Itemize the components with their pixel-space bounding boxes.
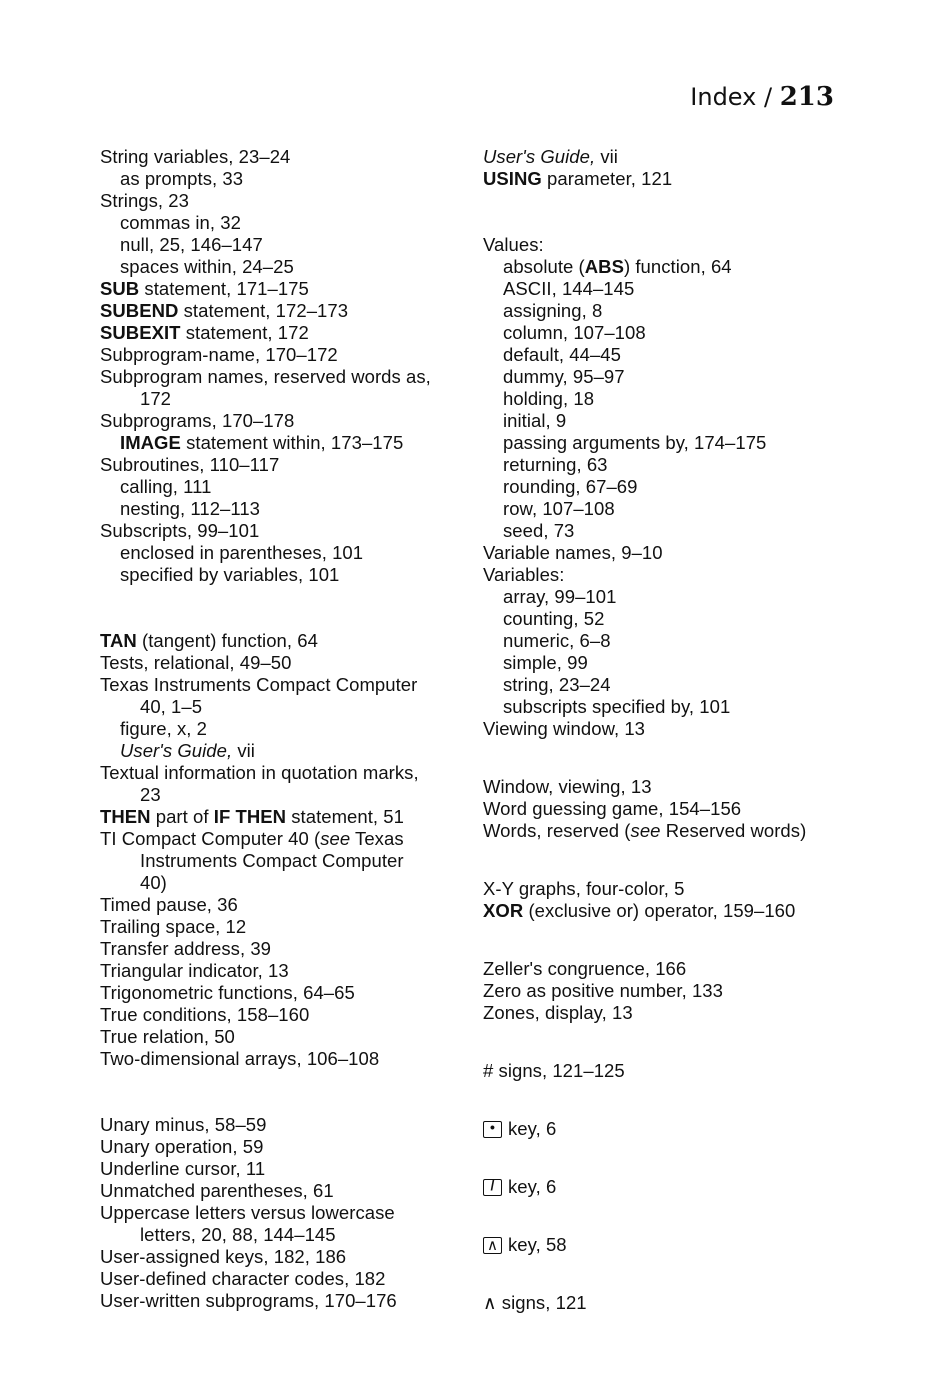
index-subentry <box>100 256 470 278</box>
entry-text: Viewing window, 13 <box>483 718 646 739</box>
index-entry <box>100 806 470 828</box>
page-number: 213 <box>779 82 834 112</box>
entry-text: figure, x, 2 <box>120 718 207 739</box>
entry-text: ) function, 64 <box>623 256 732 277</box>
entry-text: Variable names, 9–10 <box>483 542 663 563</box>
entry-text: Texas <box>350 828 404 849</box>
entry-text: Trigonometric functions, 64–65 <box>100 982 355 1003</box>
index-subentry <box>483 674 883 696</box>
index-subentry <box>483 388 883 410</box>
index-entry <box>100 938 470 960</box>
index-entry <box>100 1158 470 1180</box>
index-subentry <box>483 498 883 520</box>
entry-text: null, 25, 146–147 <box>120 234 263 255</box>
index-subentry <box>483 608 883 630</box>
see-reference: see <box>630 820 661 841</box>
italic-term: User's Guide, <box>120 740 233 761</box>
entry-text: rounding, 67–69 <box>503 476 638 497</box>
entry-text: Unmatched parentheses, 61 <box>100 1180 334 1201</box>
index-entry <box>483 980 883 1002</box>
keyword: THEN <box>100 806 151 827</box>
entry-text: vii <box>232 740 255 761</box>
index-entry <box>483 1176 883 1198</box>
entry-text: TI Compact Computer 40 ( <box>100 828 321 849</box>
keyword: ABS <box>584 256 624 277</box>
index-entry <box>100 1004 470 1026</box>
entry-text: passing arguments by, 174–175 <box>503 432 767 453</box>
entry-text: nesting, 112–113 <box>120 498 261 519</box>
index-entry <box>100 960 470 982</box>
entry-text: parameter, 121 <box>541 168 673 189</box>
entry-text: Uppercase letters versus lowercase <box>100 1202 395 1223</box>
header-section: Index / <box>690 83 773 111</box>
entry-text: array, 99–101 <box>503 586 617 607</box>
key-glyph: • <box>490 1119 495 1135</box>
index-subentry <box>483 520 883 542</box>
entry-text: Texas Instruments Compact Computer <box>100 674 418 695</box>
index-entry <box>483 564 883 586</box>
index-entry <box>483 1234 883 1256</box>
entry-text: ASCII, 144–145 <box>503 278 635 299</box>
index-entry-continuation <box>100 784 470 806</box>
entry-text: as prompts, 33 <box>120 168 244 189</box>
entry-text: Subroutines, 110–117 <box>100 454 280 475</box>
index-entry <box>100 916 470 938</box>
entry-text: Trailing space, 12 <box>100 916 247 937</box>
index-entry <box>483 798 883 820</box>
keyword: IF THEN <box>213 806 287 827</box>
entry-text: column, 107–108 <box>503 322 646 343</box>
spacer <box>483 1256 883 1292</box>
entry-text: Variables: <box>483 564 565 585</box>
index-entry-continuation <box>100 872 470 894</box>
entry-text: User-defined character codes, 182 <box>100 1268 386 1289</box>
index-subentry <box>100 212 470 234</box>
entry-text: statement, 172–173 <box>178 300 349 321</box>
index-entry <box>483 1292 883 1314</box>
entry-text: Strings, 23 <box>100 190 189 211</box>
entry-text: vii <box>595 146 618 167</box>
spacer <box>100 1070 470 1114</box>
entry-text: # signs, 121–125 <box>483 1060 625 1081</box>
entry-text: 40, 1–5 <box>140 696 203 717</box>
index-entry <box>483 820 883 842</box>
entry-text: part of <box>150 806 214 827</box>
index-entry <box>100 322 470 344</box>
entry-text: returning, 63 <box>503 454 608 475</box>
index-subentry <box>483 454 883 476</box>
entry-text: Subprogram-name, 170–172 <box>100 344 338 365</box>
entry-text: Word guessing game, 154–156 <box>483 798 742 819</box>
index-column-left <box>100 146 470 1312</box>
index-entry <box>483 542 883 564</box>
entry-text: absolute ( <box>503 256 585 277</box>
spacer <box>483 842 883 878</box>
index-entry <box>100 1048 470 1070</box>
spacer <box>483 922 883 958</box>
index-subentry <box>483 696 883 718</box>
index-subentry <box>483 256 883 278</box>
keyword: IMAGE <box>120 432 181 453</box>
index-subentry <box>100 718 470 740</box>
entry-text: Underline cursor, 11 <box>100 1158 266 1179</box>
index-entry <box>483 718 883 740</box>
key-glyph: / <box>490 1177 495 1193</box>
entry-text: specified by variables, 101 <box>120 564 340 585</box>
entry-text: 40) <box>140 872 167 893</box>
entry-text: initial, 9 <box>503 410 567 431</box>
index-subentry <box>483 586 883 608</box>
entry-text: Instruments Compact Computer <box>140 850 404 871</box>
index-entry <box>100 1026 470 1048</box>
spacer <box>483 1198 883 1234</box>
dot-key-icon <box>483 1121 502 1138</box>
keyword: TAN <box>100 630 137 651</box>
index-entry <box>100 366 470 388</box>
entry-text: Unary operation, 59 <box>100 1136 264 1157</box>
index-subentry <box>483 432 883 454</box>
index-entry <box>100 674 470 696</box>
entry-text: Textual information in quotation marks, <box>100 762 419 783</box>
slash-key-icon <box>483 1179 502 1196</box>
entry-text: key, 6 <box>508 1176 557 1197</box>
index-subentry <box>483 366 883 388</box>
entry-text: True relation, 50 <box>100 1026 235 1047</box>
entry-text: signs, 121 <box>496 1292 587 1313</box>
index-entry-continuation <box>100 1224 470 1246</box>
index-column-right <box>483 146 883 1314</box>
entry-text: simple, 99 <box>503 652 588 673</box>
index-entry <box>100 278 470 300</box>
index-entry <box>483 234 883 256</box>
index-entry <box>100 1290 470 1312</box>
entry-text: Tests, relational, 49–50 <box>100 652 292 673</box>
index-subentry <box>483 410 883 432</box>
entry-text: Transfer address, 39 <box>100 938 272 959</box>
entry-text: string, 23–24 <box>503 674 611 695</box>
index-subentry <box>483 300 883 322</box>
index-subentry <box>483 322 883 344</box>
entry-text: Words, reserved ( <box>483 820 631 841</box>
spacer <box>483 190 883 234</box>
entry-text: counting, 52 <box>503 608 605 629</box>
entry-text: letters, 20, 88, 144–145 <box>140 1224 336 1245</box>
entry-text: subscripts specified by, 101 <box>503 696 731 717</box>
caret-symbol: ∧ <box>483 1292 497 1313</box>
entry-text: dummy, 95–97 <box>503 366 625 387</box>
entry-text: spaces within, 24–25 <box>120 256 294 277</box>
entry-text: calling, 111 <box>120 476 212 497</box>
entry-text: Unary minus, 58–59 <box>100 1114 267 1135</box>
index-entry <box>483 146 883 168</box>
entry-text: commas in, 32 <box>120 212 241 233</box>
spacer <box>483 1082 883 1118</box>
entry-text: holding, 18 <box>503 388 595 409</box>
entry-text: statement, 51 <box>286 806 404 827</box>
entry-text: numeric, 6–8 <box>503 630 611 651</box>
spacer <box>483 1140 883 1176</box>
index-entry <box>483 900 883 922</box>
index-entry-continuation <box>100 696 470 718</box>
entry-text: Zeller's congruence, 166 <box>483 958 687 979</box>
entry-text: X-Y graphs, four-color, 5 <box>483 878 685 899</box>
entry-text: default, 44–45 <box>503 344 621 365</box>
entry-text: Window, viewing, 13 <box>483 776 652 797</box>
index-entry <box>100 520 470 542</box>
entry-text: Subprograms, 170–178 <box>100 410 295 431</box>
index-entry <box>100 146 470 168</box>
index-entry <box>100 630 470 652</box>
keyword: XOR <box>483 900 524 921</box>
index-entry <box>100 190 470 212</box>
entry-text: Subscripts, 99–101 <box>100 520 260 541</box>
index-entry <box>100 1136 470 1158</box>
entry-text: statement, 172 <box>180 322 309 343</box>
index-entry-continuation <box>100 388 470 410</box>
index-entry <box>483 1118 883 1140</box>
entry-text: Two-dimensional arrays, 106–108 <box>100 1048 380 1069</box>
index-entry <box>100 300 470 322</box>
keyword: SUB <box>100 278 140 299</box>
index-entry <box>483 1060 883 1082</box>
index-entry <box>100 894 470 916</box>
keyword: USING <box>483 168 542 189</box>
index-entry <box>100 762 470 784</box>
index-subentry <box>100 542 470 564</box>
index-entry <box>100 982 470 1004</box>
entry-text: Zones, display, 13 <box>483 1002 633 1023</box>
index-subentry <box>100 740 470 762</box>
entry-text: String variables, 23–24 <box>100 146 291 167</box>
index-subentry <box>483 630 883 652</box>
index-subentry <box>100 432 470 454</box>
entry-text: Reserved words) <box>660 820 807 841</box>
key-glyph: ∧ <box>486 1237 499 1254</box>
index-entry <box>100 1246 470 1268</box>
index-entry <box>100 828 470 850</box>
index-entry <box>100 1180 470 1202</box>
index-subentry <box>100 476 470 498</box>
index-entry-continuation <box>100 850 470 872</box>
keyword: SUBEXIT <box>100 322 181 343</box>
entry-text: Zero as positive number, 133 <box>483 980 723 1001</box>
index-subentry <box>483 652 883 674</box>
entry-text: seed, 73 <box>503 520 575 541</box>
index-subentry <box>483 278 883 300</box>
spacer <box>100 586 470 630</box>
entry-text: enclosed in parentheses, 101 <box>120 542 364 563</box>
spacer <box>483 1024 883 1060</box>
index-entry <box>100 344 470 366</box>
entry-text: User-assigned keys, 182, 186 <box>100 1246 347 1267</box>
italic-term: User's Guide, <box>483 146 596 167</box>
index-entry <box>483 878 883 900</box>
entry-text: 172 <box>140 388 172 409</box>
index-entry <box>483 958 883 980</box>
entry-text: Triangular indicator, 13 <box>100 960 289 981</box>
index-entry <box>100 652 470 674</box>
index-entry <box>100 1202 470 1224</box>
caret-key-icon <box>483 1237 502 1254</box>
entry-text: row, 107–108 <box>503 498 615 519</box>
see-reference: see <box>320 828 351 849</box>
index-entry <box>483 168 883 190</box>
index-entry <box>100 1268 470 1290</box>
index-subentry <box>100 564 470 586</box>
entry-text: True conditions, 158–160 <box>100 1004 310 1025</box>
index-entry <box>100 454 470 476</box>
entry-text: User-written subprograms, 170–176 <box>100 1290 397 1311</box>
entry-text: (exclusive or) operator, 159–160 <box>523 900 796 921</box>
index-entry <box>483 1002 883 1024</box>
keyword: SUBEND <box>100 300 179 321</box>
entry-text: Subprogram names, reserved words as, <box>100 366 431 387</box>
index-entry <box>483 776 883 798</box>
entry-text: key, 6 <box>508 1118 557 1139</box>
index-subentry <box>100 498 470 520</box>
entry-text: (tangent) function, 64 <box>136 630 318 651</box>
spacer <box>483 740 883 776</box>
index-subentry <box>100 168 470 190</box>
index-entry <box>100 410 470 432</box>
entry-text: assigning, 8 <box>503 300 603 321</box>
index-entry <box>100 1114 470 1136</box>
index-subentry <box>483 476 883 498</box>
index-subentry <box>483 344 883 366</box>
entry-text: statement within, 173–175 <box>180 432 404 453</box>
entry-text: statement, 171–175 <box>139 278 309 299</box>
entry-text: Timed pause, 36 <box>100 894 238 915</box>
index-subentry <box>100 234 470 256</box>
entry-text: 23 <box>140 784 161 805</box>
running-header <box>690 82 834 112</box>
entry-text: key, 58 <box>508 1234 567 1255</box>
entry-text: Values: <box>483 234 544 255</box>
